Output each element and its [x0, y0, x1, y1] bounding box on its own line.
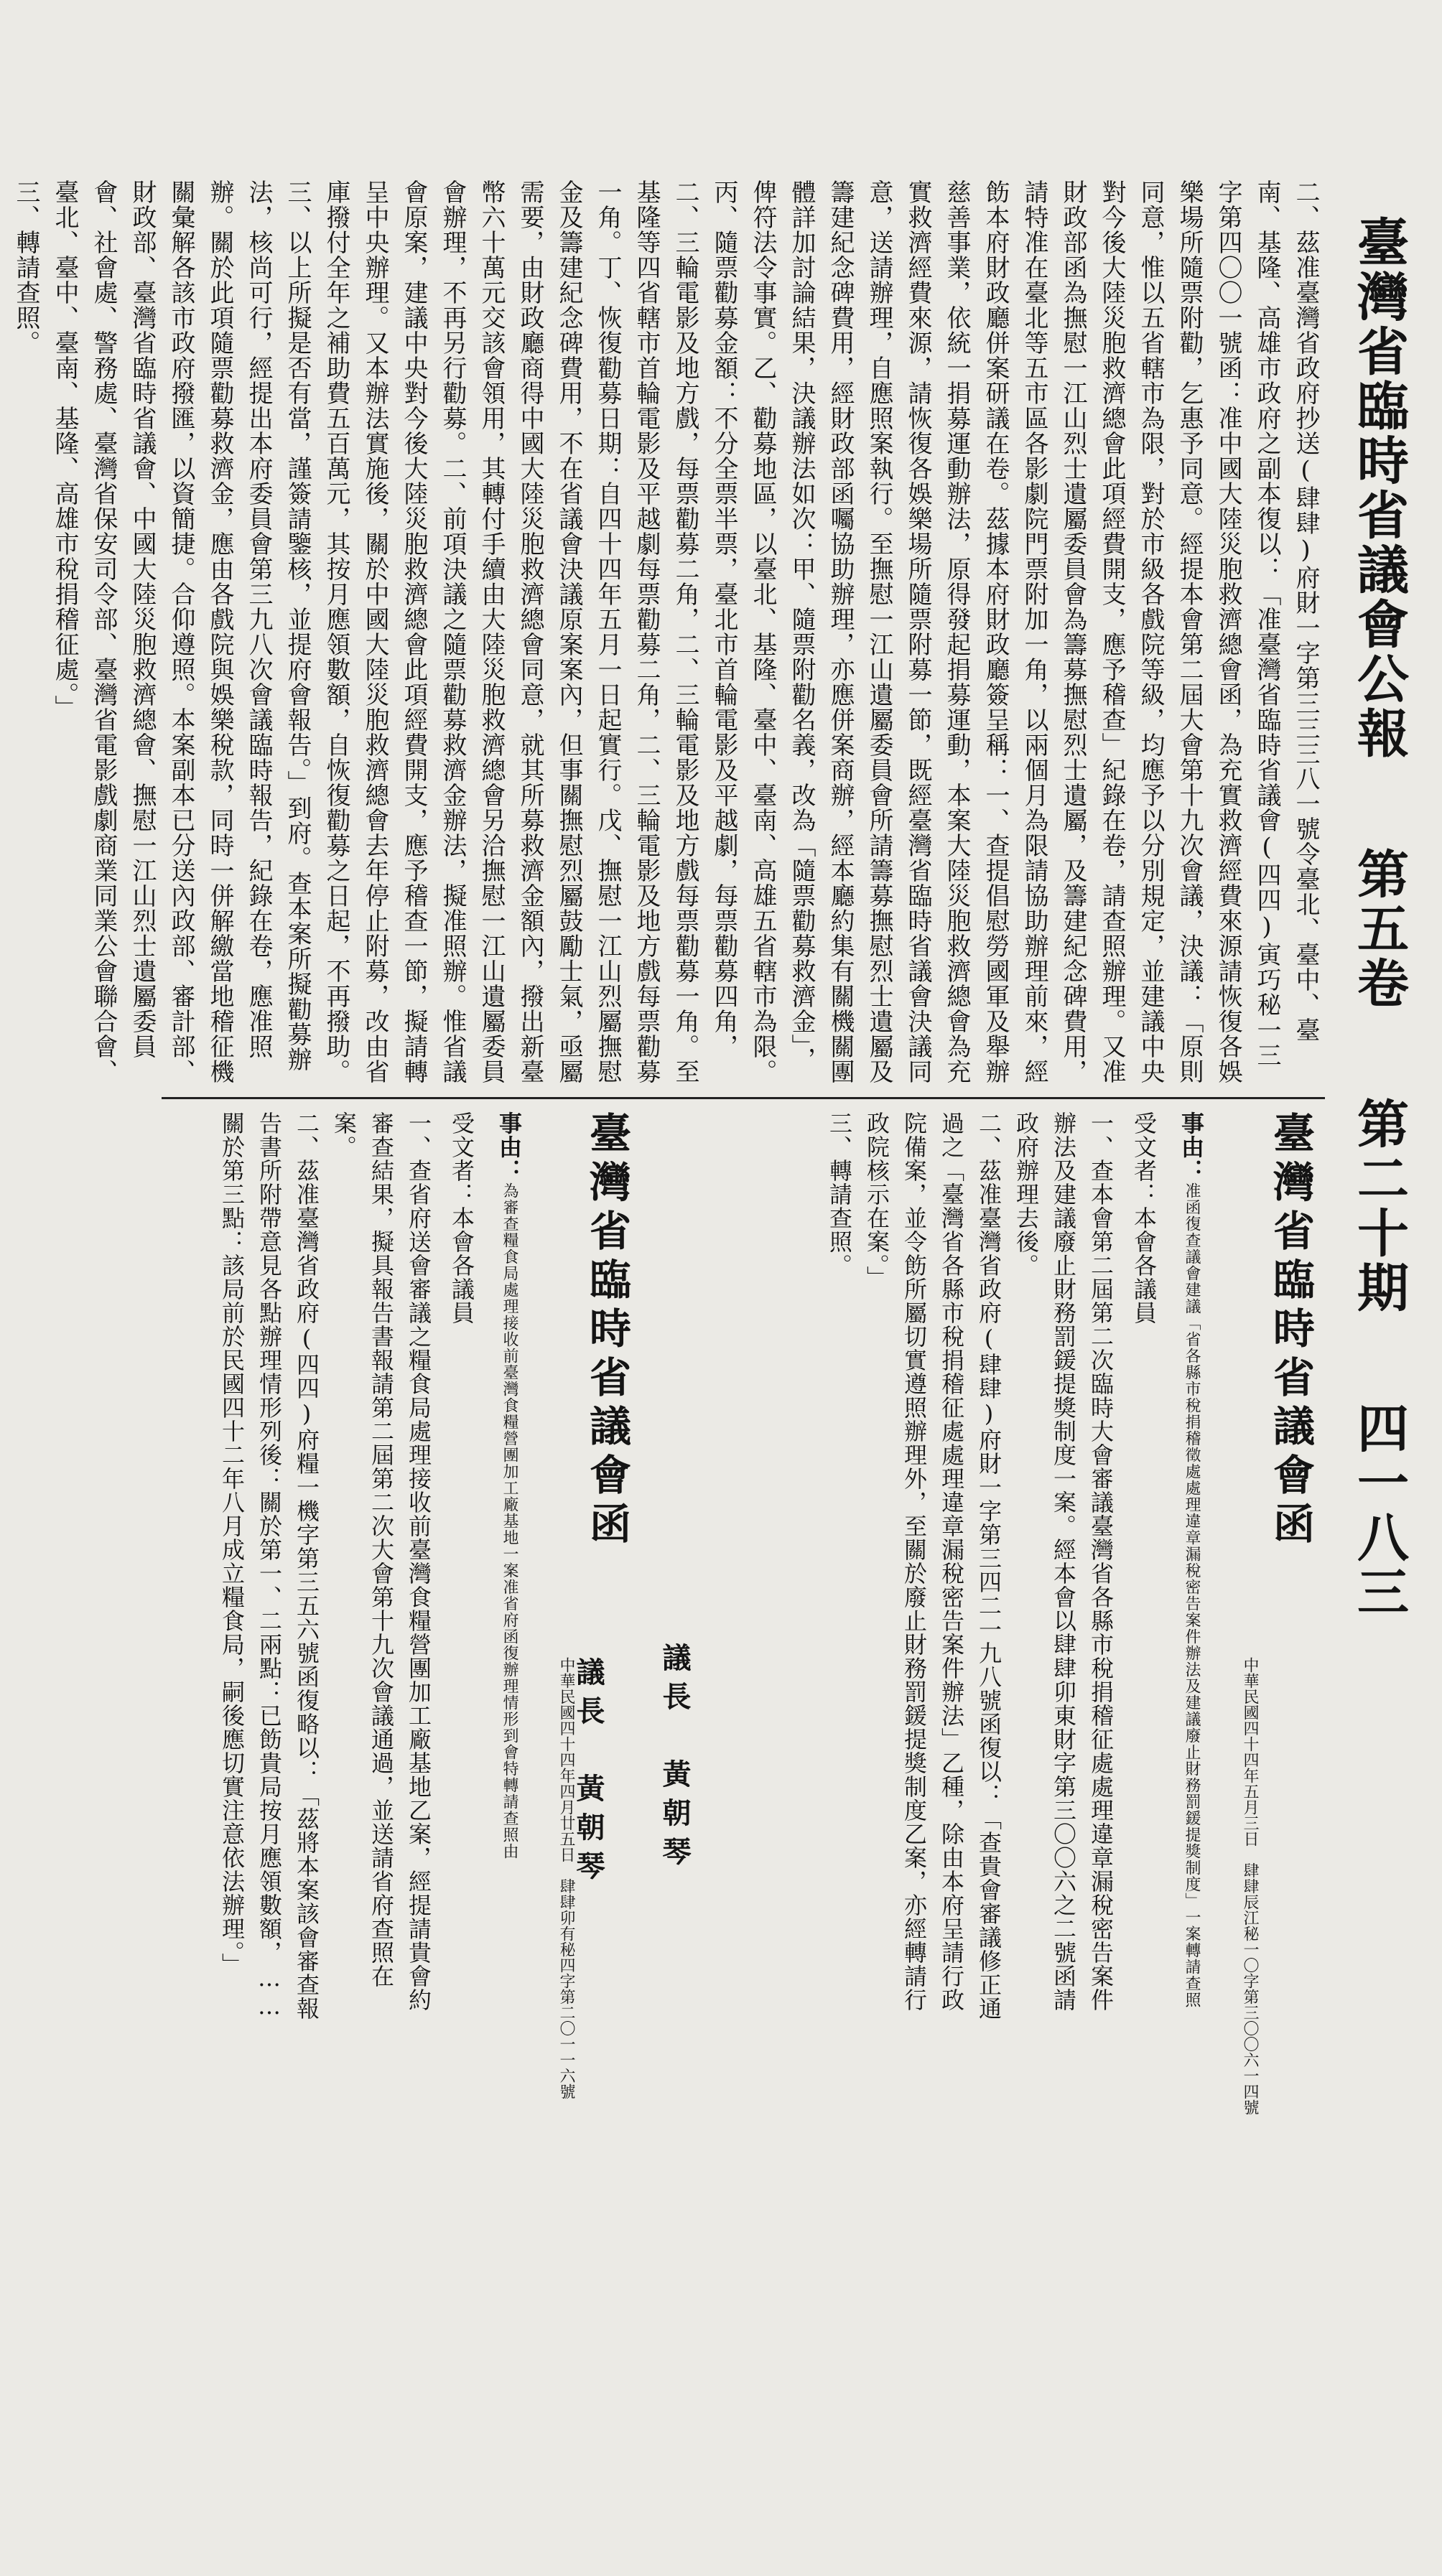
running-header [1336, 215, 1422, 2010]
letter1-subject [1173, 1111, 1210, 2030]
upper-paragraph: 二、茲准臺灣省政府抄送(肆肆)府財一字第三三三八一號令臺北、臺中、臺南、基隆、高雄市政府之副本復以：「准臺灣省臨時省議會(四四)寅巧秘一三字第四〇〇一號函：准中國大陸災胞救濟總會函，為充實救濟經費來源請恢復各娛樂場所隨票附勸，乞惠予同意。經提本會第二屆大會第十九次會議，決議：「原則同意，惟以五省轄市為限，對於市級各戲院等級，均應予以分別規定，並建議中央對今後大陸災胞救濟總會此項經費開支，應予稽查」紀錄在卷，請查照辦理。又准財政部函為撫慰一江山烈士遺屬委員會為籌募撫慰烈士遺屬，及籌建紀念碑費用，請特准在臺北等五市區各影劇院門票附加一角，以兩個月為限請協助辦理前來，經飭本府財政廳併案研議在卷。茲據本府財政廳簽呈稱：一、查提倡慰勞國軍及舉辦慈善事業，依統一捐募運動辦法，原得發起捐募運動，本案大陸災胞救濟總會為充實救濟經費來源，請恢復各娛樂場所隨票附募一節，既經臺灣省臨時省議會決議同意，送請辦理，自應照案執行。至撫慰一江山遺屬委員會所請籌募撫慰烈士遺屬及籌建紀念碑費用，經財政部函囑協助辦理，亦應併案商辦，經本廳約集有關機關團體詳加討論結果，決議辦法如次：甲、隨票附勸名義，改為「隨票勸募救濟金」，俾符法令事實。乙、勸募地區，以臺北、基隆、臺中、臺南、高雄五省轄市為限。丙、隨票勸募金額：不分全票半票，臺北市首輪電影及平越劇，每票勸募四角，二、三輪電影及地方戲，每票勸募二角，二、三輪電影及地方戲每票勸募一角。至基隆等四省轄市首輪電影及平越劇每票勸募二角，二、三輪電影及地方戲每票勸募一角。丁、恢復勸募日期：自四十四年五月一日起實行。戊、撫慰一江山烈屬撫慰金及籌建紀念碑費用，不在省議會決議原案案內，但事關撫慰烈屬鼓勵士氣，亟屬需要，由財政廳商得中國大陸災胞救濟總會同意，就其所募救濟金額內，撥出新臺幣六十萬元交該會領用，其轉付手續由大陸災胞救濟總會另洽撫慰一江山遺屬委員會辦理，不再另行勸募。二、前項決議之隨票勸募救濟金辦法，擬准照辦。惟省議會原案，建議中央對今後大陸災胞救濟總會此項經費開支，應予稽查一節，擬請轉呈中央辦理。又本辦法實施後，關於中國大陸災胞救濟總會去年停止附募，改由省庫撥付全年之補助費五百萬元，其按月應領數額，自恢復勸募之日起，不再撥助。三、以上所擬是否有當，謹簽請鑒核，並提府會報告。」到府。查本案所擬勸募辦法，核尚可行，經提出本府委員會第三九八次會議臨時報告，紀錄在卷，應准照辦。關於此項隨票勸募救濟金，應由各戲院與娛樂稅款，同時一併解繳當地稽征機關彙解各該市政府撥匯，以資簡捷。合仰遵照。本案副本已分送內政部、審計部、財政部、臺灣省臨時省議會、中國大陸災胞救濟總會、撫慰一江山烈士遺屬委員會、社會處、警務處、臺灣省保安司令部、臺灣省電影戲劇商業同業公會聯合會、臺北、臺中、臺南、基隆、高雄市稅捐稽征處。」 [50, 179, 1320, 1084]
upper-body [11, 179, 1325, 1091]
letter2-signature-visible: 議長 黃朝琴 [572, 1657, 605, 1890]
letter2-item: 二、茲准臺灣省政府(四四)府糧一機字第三五六號函復略以：「茲將本案該會審查報告書所附帶意見各點辦理情形列後：關於第一、二兩點：已飭貴局按月應領數額，……關於第三點：該局前於民國四十二年八月成立糧食局，嗣後應切實注意依法辦理。」 [218, 1111, 320, 2020]
letter2-date-number: 中華民國四十四年四月廿五日 肆肆卯有秘四字第二〇一一六號 [557, 1657, 575, 2099]
issue-label: 第二十期 [1349, 1097, 1410, 1315]
letter2-subject [490, 1111, 528, 2030]
letter1-signature: 議長 黃朝琴 [658, 1643, 692, 1875]
letter1-recipient: 受文者：本會各議員 [1130, 1111, 1158, 1325]
letter1-date-number: 中華民國四十四年五月三日 肆肆辰江秘一〇字第三〇〇六一四號 [1241, 1657, 1259, 2115]
gazette-title: 臺灣省臨時省議會公報 [1349, 215, 1410, 761]
letter1-items [696, 1111, 1120, 2030]
volume-label: 第五卷 [1349, 847, 1410, 1011]
letter1-item: 三、轉請查照。 [826, 1111, 853, 1277]
letter1-subject-text: 准函復查議會建議「省各縣市稅捐稽徵處處理違章漏稅密告案件辦法及建議廢止財務罰鍰提獎制度」一案轉請查照 [1183, 1182, 1201, 2008]
letter2-items [162, 1111, 437, 2030]
letter2-item: 一、查省府送會審議之糧食局處理接收前臺灣食糧營團加工廠基地乙案，經提請貴會約審查結果，擬具報告書報請第二屆第二次大會第十九次會議通過，並送請省府查照在案。 [330, 1111, 432, 2012]
letter2-subject-text: 為審查糧食局處理接收前臺灣食糧營團加工廠基地一案准省府函復辦理情形到會特轉請查照由 [501, 1182, 518, 1859]
letter1-subject-label: 事由： [1178, 1111, 1205, 1182]
letter2-recipient: 受文者：本會各議員 [448, 1111, 475, 1325]
upper-paragraph: 三、轉請查照。 [11, 179, 40, 355]
letter1-item: 一、查本會第二屆第二次臨時大會審議臺灣省各縣市稅捐稽征處處理違章漏稅密告案件辦法及建議廢止財務罰鍰提獎制度一案。經本會以肆肆卯東財字第三〇〇六之二號函請政府辦理去後。 [1013, 1111, 1115, 2012]
letter2-subject-label: 事由： [496, 1111, 523, 1182]
letter2-title: 臺灣省臨時省議會函 [582, 1111, 631, 1551]
letter1-title: 臺灣省臨時省議會函 [1266, 1111, 1315, 1551]
lower-body [162, 1111, 1325, 2115]
page-number: 四一八三 [1349, 1401, 1410, 1620]
letter1-item: 二、茲准臺灣省政府(肆肆)府財一字第三四二一九八號函復以：「查貴會審議修正通過之「臺灣省各縣市稅捐稽征處處理違章漏稅密告案件辦法」乙種，除由本府呈請行政院備案，並令飭所屬切實遵照辦理外，至關於廢止財務罰鍰提獎制度乙案，亦經轉請行政院核示在案。」 [863, 1111, 1003, 2020]
section-divider [162, 1097, 1325, 1099]
